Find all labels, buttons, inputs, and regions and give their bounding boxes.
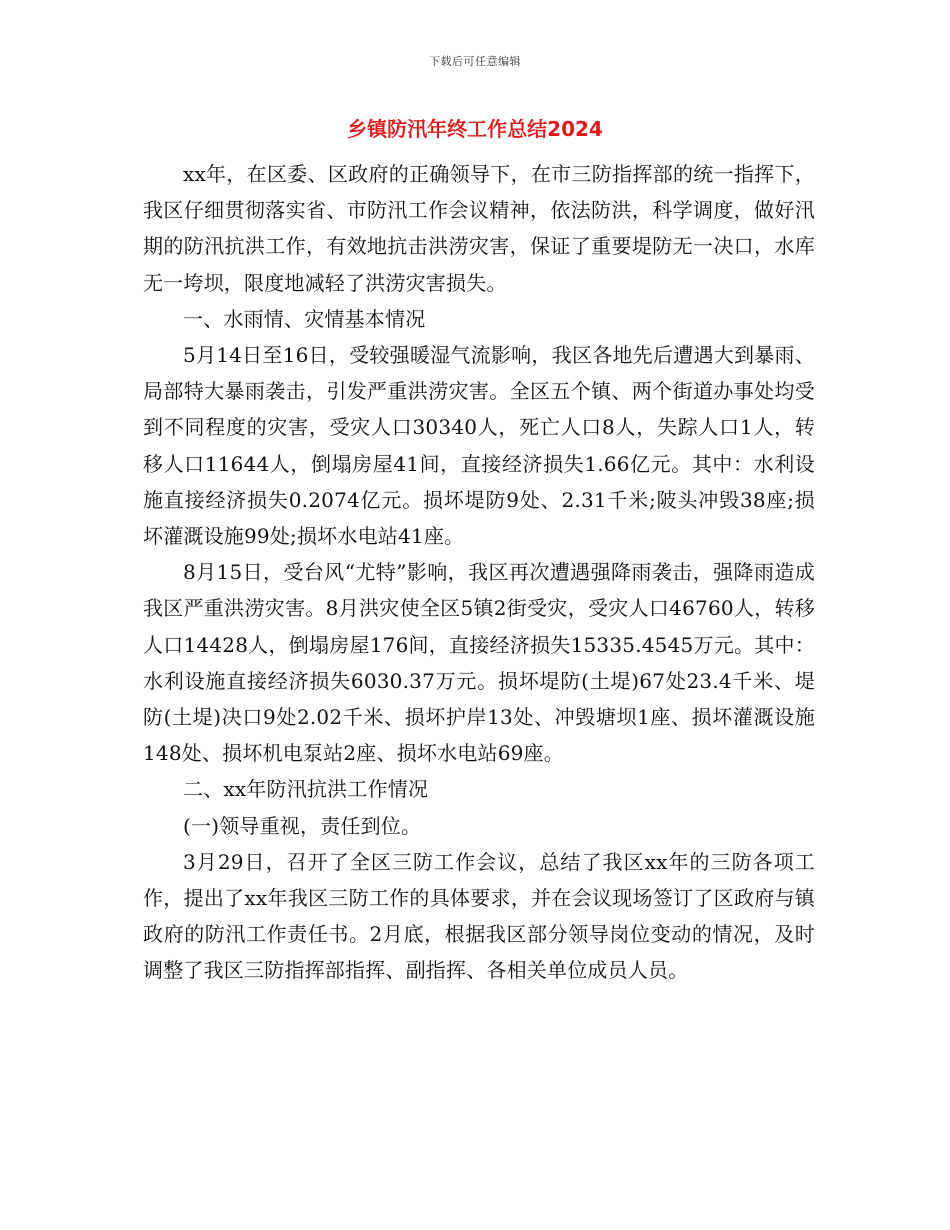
section-heading-2: 二、xx年防汛抗洪工作情况	[183, 777, 429, 802]
document-body	[143, 156, 815, 989]
body-paragraph: 8月15日，受台风“尤特”影响，我区再次遭遇强降雨袭击，强降雨造成我区严重洪涝灾害。8月洪灾使全区5镇2街受灾，受灾人口46760人，转移人口14428人，倒塌房屋176间，直接经济损失15335.4545万元。其中：水利设施直接经济损失6030.37万元。损坏堤防(土堤)67处23.4千米、堤防(土堤)决口9处2.02千米、损坏护岸13处、冲毁塘坝1座、损坏灌溉设施148处、损坏机电泵站2座、损坏水电站69座。	[143, 560, 815, 766]
body-paragraph: 5月14日至16日，受较强暖湿气流影响，我区各地先后遭遇大到暴雨、局部特大暴雨袭击，引发严重洪涝灾害。全区五个镇、两个街道办事处均受到不同程度的灾害，受灾人口30340人，死亡人口8人，失踪人口1人，转移人口11644人，倒塌房屋41间，直接经济损失1.66亿元。其中：水利设施直接经济损失0.2074亿元。损坏堤防9处、2.31千米;陂头冲毁38座;损坏灌溉设施99处;损坏水电站41座。	[143, 343, 815, 549]
body-paragraph: 3月29日，召开了全区三防工作会议，总结了我区xx年的三防各项工作，提出了xx年我区三防工作的具体要求，并在会议现场签订了区政府与镇政府的防汛工作责任书。2月底，根据我区部分领导岗位变动的情况，及时调整了我区三防指挥部指挥、副指挥、各相关单位成员人员。	[143, 849, 815, 983]
subsection-heading: (一)领导重视，责任到位。	[183, 813, 422, 838]
intro-paragraph: xx年，在区委、区政府的正确领导下，在市三防指挥部的统一指挥下，我区仔细贯彻落实省、市防汛工作会议精神，依法防洪，科学调度，做好汛期的防汛抗洪工作，有效地抗击洪涝灾害，保证了重要堤防无一决口，水库无一垮坝，限度地减轻了洪涝灾害损失。	[143, 162, 815, 295]
header-note: 下载后可任意编辑	[429, 55, 521, 68]
section-heading-1: 一、水雨情、灾情基本情况	[183, 306, 426, 331]
document-title: 乡镇防汛年终工作总结2024	[347, 117, 603, 141]
